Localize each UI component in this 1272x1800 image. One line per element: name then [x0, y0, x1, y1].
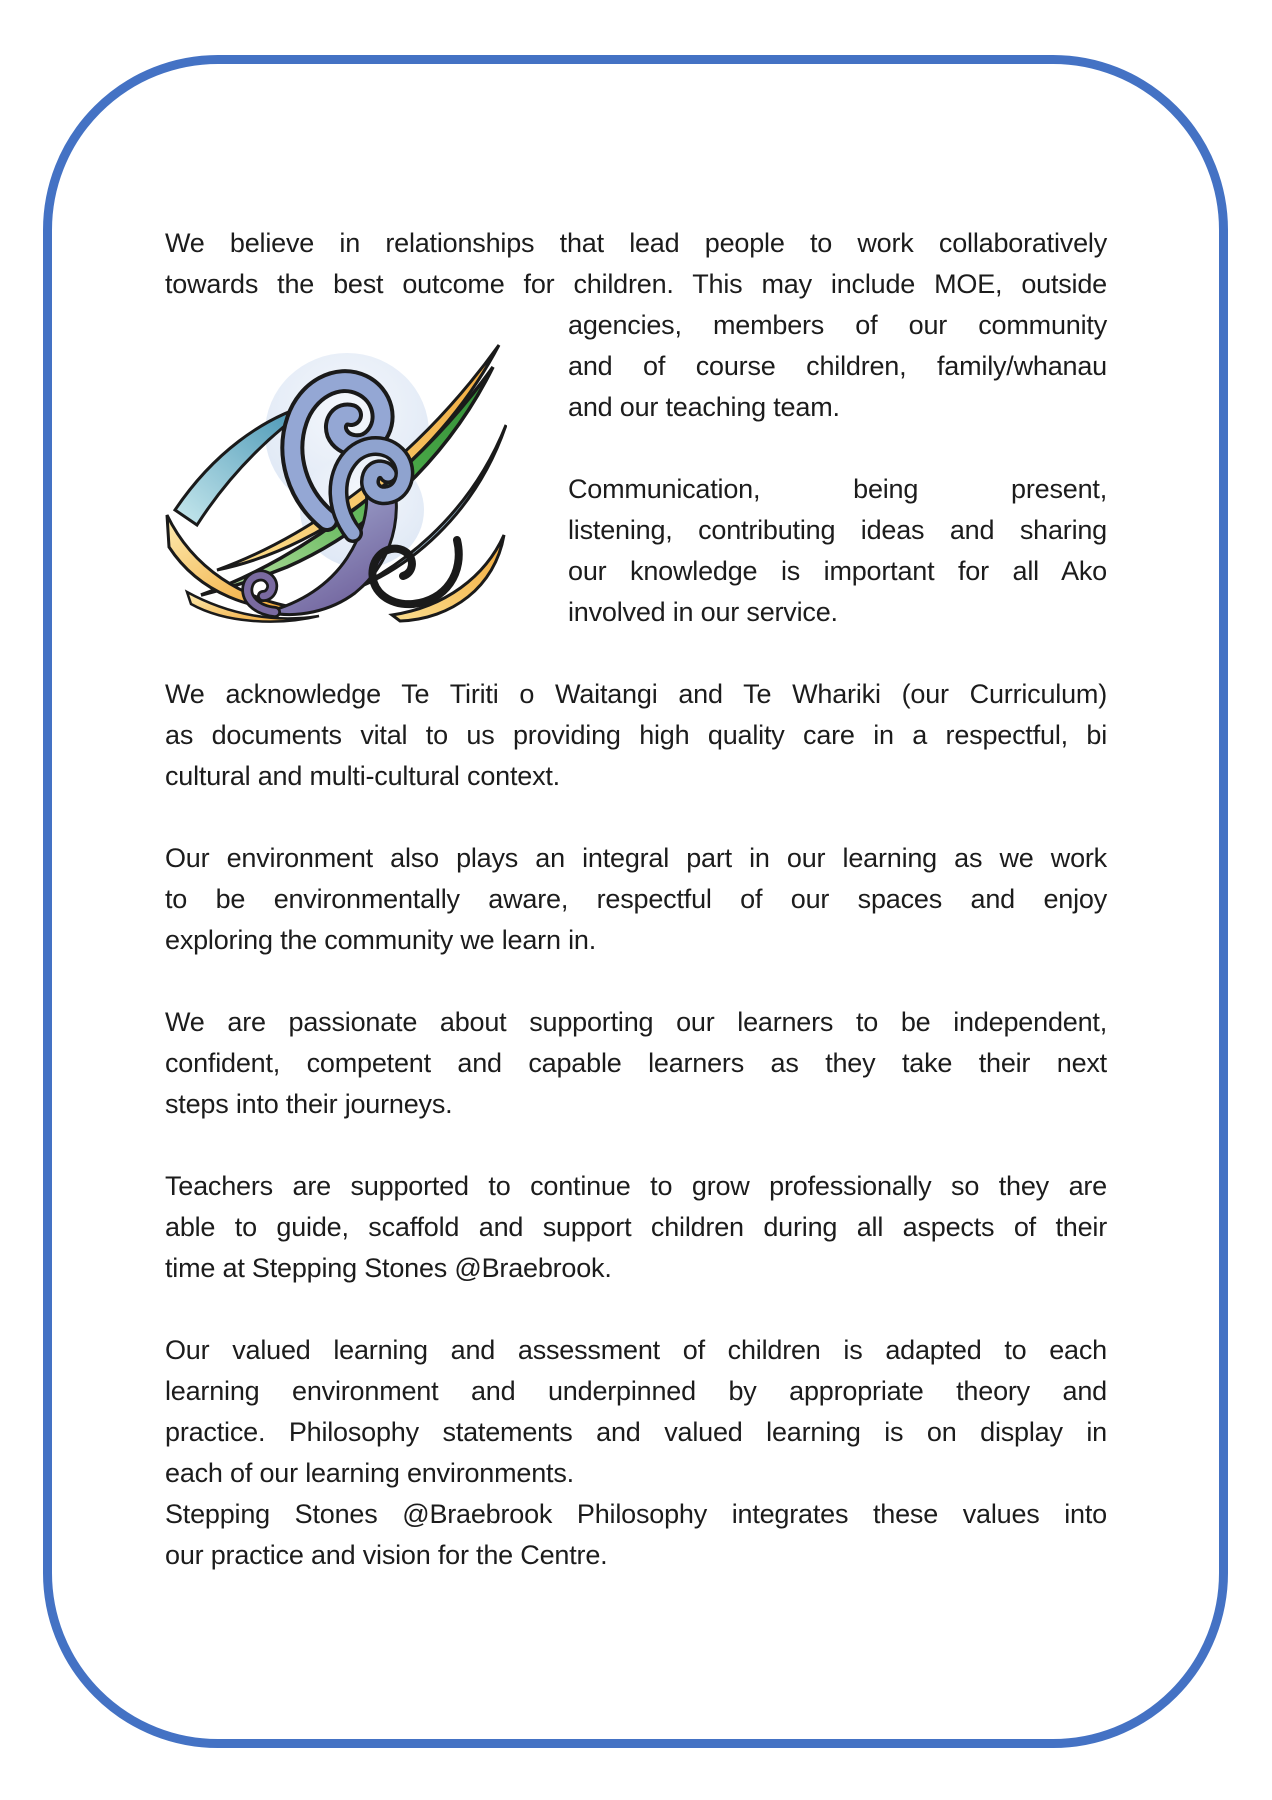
paragraph-p3: [165, 674, 1107, 797]
paragraph-p1a: [165, 223, 1107, 305]
text-line: We acknowledge Te Tiriti o Waitangi and Te Whariki (our Curriculum): [165, 679, 1107, 709]
text-line: each of our learning environments.: [165, 1458, 574, 1488]
paragraph-p6: [165, 1166, 1107, 1289]
text-line: involved in our service.: [568, 597, 838, 627]
text-line: and our teaching team.: [568, 392, 840, 422]
text-line: listening, contributing ideas and sharing: [568, 515, 1107, 545]
text-line: our knowledge is important for all Ako: [568, 556, 1107, 586]
paragraph-p4: [165, 838, 1107, 961]
text-line: our practice and vision for the Centre.: [165, 1540, 608, 1570]
text-line: exploring the community we learn in.: [165, 925, 597, 955]
paragraph-p2: [568, 469, 1107, 633]
text-line: towards the best outcome for children. This may include MOE, outside: [165, 269, 1107, 299]
paragraph-p7: [165, 1330, 1107, 1494]
document-body: [165, 223, 1107, 1576]
text-line: steps into their journeys.: [165, 1089, 453, 1119]
text-line: time at Stepping Stones @Braebrook.: [165, 1253, 612, 1283]
text-line: We believe in relationships that lead people to work collaboratively: [165, 228, 1107, 258]
text-line: Our valued learning and assessment of children is adapted to each: [165, 1335, 1107, 1365]
text-line: Teachers are supported to continue to grow professionally so they are: [165, 1171, 1107, 1201]
text-line: We are passionate about supporting our learners to be independent,: [165, 1007, 1107, 1037]
text-line: Communication, being present,: [568, 474, 1107, 504]
text-line: to be environmentally aware, respectful of our spaces and enjoy: [165, 884, 1107, 914]
text-line: able to guide, scaffold and support children during all aspects of their: [165, 1212, 1107, 1242]
text-line: learning environment and underpinned by appropriate theory and: [165, 1376, 1107, 1406]
paragraph-p1b: [568, 305, 1107, 428]
paragraph-p8: [165, 1494, 1107, 1576]
text-line: Stepping Stones @Braebrook Philosophy integrates these values into: [165, 1499, 1107, 1529]
text-line: confident, competent and capable learners as they take their next: [165, 1048, 1107, 1078]
text-line: as documents vital to us providing high quality care in a respectful, bi: [165, 720, 1107, 750]
text-line: practice. Philosophy statements and valued learning is on display in: [165, 1417, 1107, 1447]
text-line: and of course children, family/whanau: [568, 351, 1107, 381]
text-line: Our environment also plays an integral part in our learning as we work: [165, 843, 1107, 873]
text-line: cultural and multi-cultural context.: [165, 761, 560, 791]
paragraph-p5: [165, 1002, 1107, 1125]
text-line: agencies, members of our community: [568, 310, 1107, 340]
